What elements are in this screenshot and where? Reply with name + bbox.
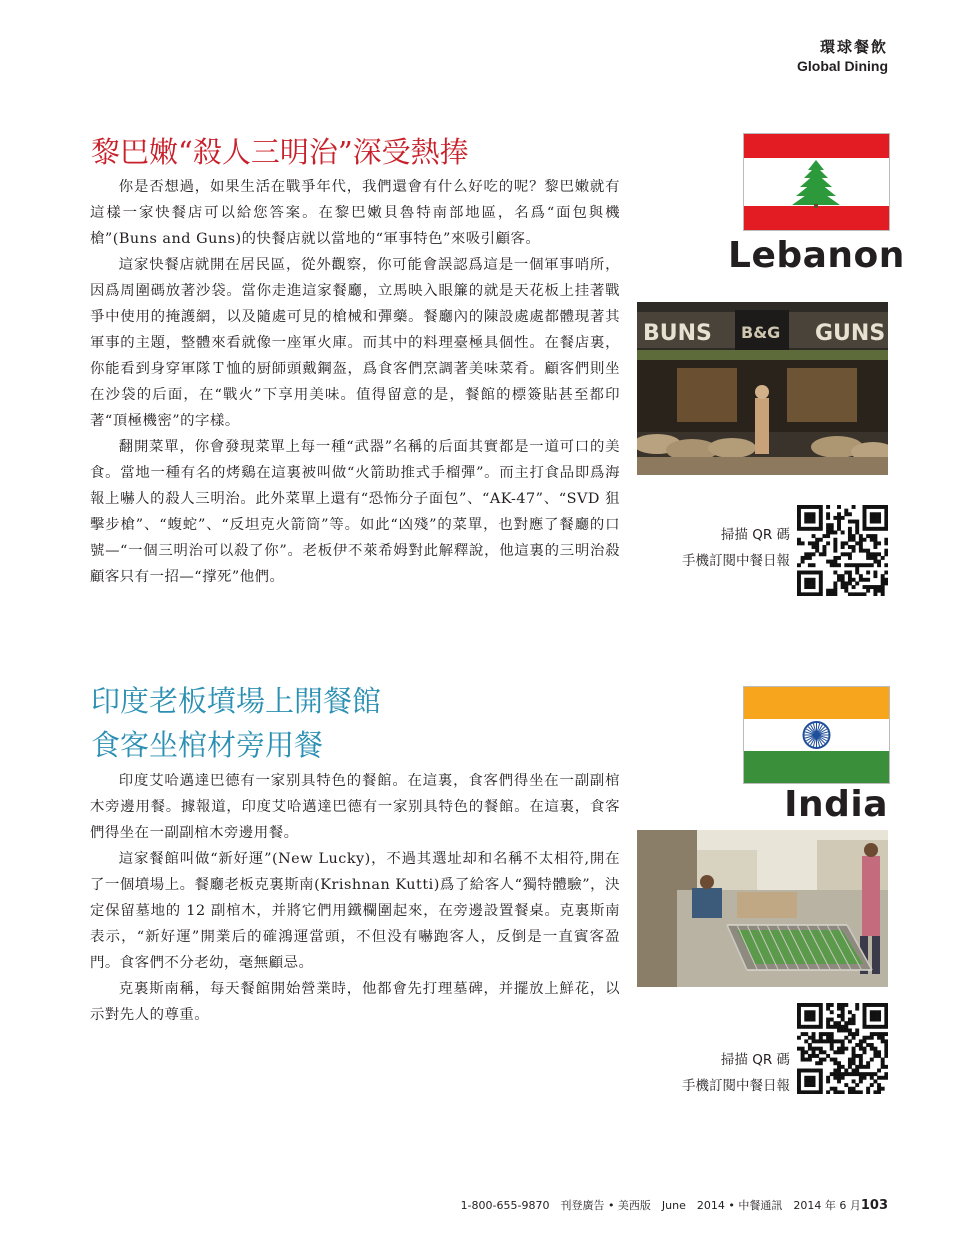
buns-and-guns-storefront: [637, 302, 888, 475]
qr-subscribe-text: 手機訂閱中餐日報: [682, 553, 790, 569]
india-headline-line-2: 食客坐棺材旁用餐: [91, 728, 324, 762]
india-restaurant-photo: [637, 830, 888, 987]
india-flag: [743, 686, 890, 784]
photo-sign-guns: GUNS: [815, 321, 886, 346]
qr-scan-text: 掃描 QR 碼: [720, 527, 790, 543]
qr-code-icon: [797, 1003, 888, 1094]
lebanon-paragraph-2: 這家快餐店就開在居民區，從外觀察，你可能會誤認爲這是一個軍事哨所，因爲周圍碼放著沙袋。當你走進這家餐廳，立馬映入眼簾的就是天花板上挂著戰爭中使用的掩護網，以及隨處可見的槍械和彈藥。餐廳內的陳設處處都體現著其軍事的主題，整體來看就像一座軍火庫。而其中的料理臺極具個性。在餐店裏，你能看到身穿軍隊Ｔ恤的厨師頭戴鋼盔，爲食客們烹調著美味菜肴。顧客們則坐在沙袋的后面，在“戰火”下享用美味。值得留意的是，餐館的標簽貼甚至都印著“頂極機密”的字樣。: [90, 257, 620, 429]
qr-caption-2: [640, 1047, 790, 1099]
ashoka-chakra-icon: [744, 719, 889, 751]
section-title-zh: 環球餐飲: [819, 38, 888, 56]
photo-sign-logo: B&G: [741, 323, 781, 342]
footer-text: 1-800-655-9870 刊登廣告 • 美西版 June 2014 • 中餐通訊 2014 年 6 月: [460, 1199, 861, 1212]
india-flag-green-band: [744, 751, 889, 783]
photo-sign-buns: BUNS: [643, 321, 712, 346]
qr-subscribe-text: 手機訂閱中餐日報: [682, 1078, 790, 1094]
qr-scan-text: 掃描 QR 碼: [720, 1052, 790, 1068]
lebanon-article-body: [90, 174, 620, 590]
india-country-label: India: [784, 784, 888, 825]
lebanon-flag: [743, 133, 890, 231]
new-lucky-restaurant-interior: [637, 830, 888, 987]
qr-code-1[interactable]: [797, 505, 888, 596]
lebanon-paragraph-1: 你是否想過，如果生活在戰爭年代，我們還會有什么好吃的呢？黎巴嫩就有這樣一家快餐店可以給您答案。在黎巴嫩貝魯特南部地區，名爲“面包與機槍”(Buns and Guns)的快餐店就以當地的“軍事特色”來吸引顧客。: [90, 179, 620, 247]
india-paragraph-3: 克裏斯南稱，每天餐館開始營業時，他都會先打理墓碑，并擺放上鮮花，以示對先人的尊重。: [90, 981, 620, 1023]
lebanon-country-label: Lebanon: [728, 235, 905, 276]
india-headline-line-1: 印度老板墳場上開餐館: [91, 684, 382, 718]
qr-caption-1: [640, 522, 790, 574]
india-paragraph-2: 這家餐館叫做“新好運”(New Lucky)，不過其選址却和名稱不太相符,開在了一個墳場上。餐廳老板克裏斯南(Krishnan Kutti)爲了給客人“獨特體驗”，決定保留墓地的 12 副棺木，并將它們用鐵欄圍起來，在旁邊設置餐桌。克裏斯南表示，“新好運”開業后的確鴻運當頭，不但没有嚇跑客人，反倒是一直賓客盈門。食客們不分老幼，毫無顧忌。: [90, 851, 620, 971]
section-title-en: Global Dining: [797, 58, 888, 74]
india-article-body: [90, 768, 620, 1028]
page-footer: [440, 1197, 888, 1213]
india-flag-white-band: [744, 719, 889, 751]
india-headline: [91, 679, 381, 767]
qr-code-icon: [797, 505, 888, 596]
cedar-tree-icon: [744, 134, 889, 230]
india-paragraph-1: 印度艾哈邁達巴德有一家别具特色的餐館。在這裏，食客們得坐在一副副棺木旁邊用餐。據報道，印度艾哈邁達巴德有一家别具特色的餐館。在這裏，食客們得坐在一副副棺木旁邊用餐。: [90, 773, 620, 841]
lebanon-restaurant-photo: [637, 302, 888, 475]
lebanon-paragraph-3: 翻開菜單，你會發現菜單上每一種“武器”名稱的后面其實都是一道可口的美食。當地一種有名的烤鷄在這裏被叫做“火箭助推式手榴彈”。而主打食品即爲海報上嚇人的殺人三明治。此外菜單上還有“恐怖分子面包”、“AK-47”、“SVD 狙擊步槍”、“蝮蛇”、“反坦克火箭筒”等。如此“凶殘”的菜單，也對應了餐廳的口號—“一個三明治可以殺了你”。老板伊不萊希姆對此解釋說，他這裏的三明治殺顧客只有一招—“撑死”他們。: [90, 439, 620, 585]
qr-code-2[interactable]: [797, 1003, 888, 1094]
lebanon-headline: 黎巴嫩“殺人三明治”深受熱捧: [91, 135, 469, 169]
india-flag-saffron-band: [744, 687, 889, 719]
page-number: 103: [860, 1198, 888, 1213]
